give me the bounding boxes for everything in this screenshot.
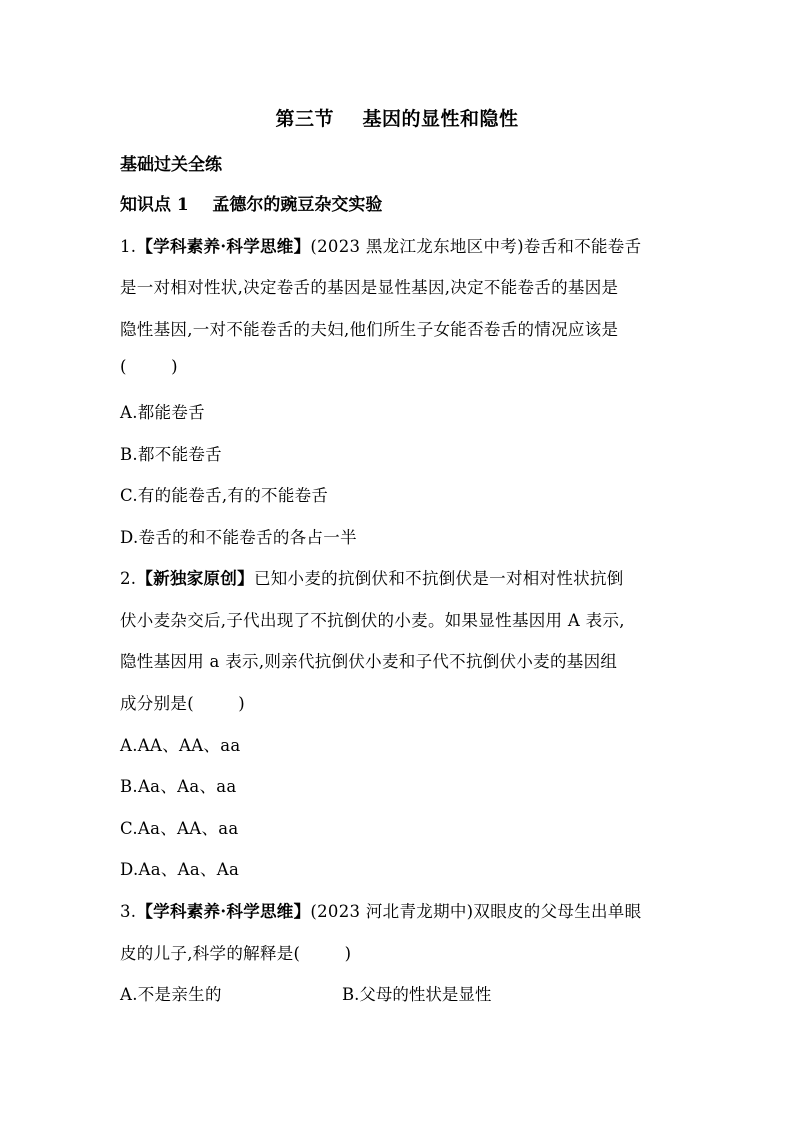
question-stem-line: 皮的儿子,科学的解释是( ) <box>120 944 352 963</box>
question-1-first-line <box>120 233 641 257</box>
question-stem-line: 已知小麦的抗倒伏和不抗倒伏是一对相对性状抗倒 <box>253 569 624 588</box>
question-tag: 【学科素养·科学思维】 <box>136 237 311 256</box>
question-3-first-line <box>120 898 641 922</box>
option-d: D.卷舌的和不能卷舌的各占一半 <box>120 528 357 547</box>
option-a: A.都能卷舌 <box>120 403 205 422</box>
question-2-first-line <box>120 565 624 589</box>
question-number: 2. <box>120 569 137 588</box>
question-number: 3. <box>120 902 137 921</box>
option-d: D.Aa、Aa、Aa <box>120 860 240 879</box>
option-b: B.Aa、Aa、aa <box>120 777 237 796</box>
page-title: 第三节 基因的显性和隐性 <box>275 108 519 130</box>
answer-blank: ( ) <box>120 357 178 376</box>
option-b: B.都不能卷舌 <box>120 445 222 464</box>
question-stem-line: 成分别是( ) <box>120 694 246 713</box>
question-number: 1. <box>120 237 137 256</box>
question-stem-line: 伏小麦杂交后,子代出现了不抗倒伏的小麦。如果显性基因用 A 表示, <box>120 611 625 630</box>
option-a: A.不是亲生的 <box>120 985 222 1004</box>
question-stem-line: 隐性基因用 a 表示,则亲代抗倒伏小麦和子代不抗倒伏小麦的基因组 <box>120 652 618 671</box>
option-c: C.有的能卷舌,有的不能卷舌 <box>120 486 329 505</box>
question-stem-line: (2023 黑龙江龙东地区中考)卷舌和不能卷舌 <box>310 237 642 256</box>
section-heading: 基础过关全练 <box>120 155 222 175</box>
question-tag: 【学科素养·科学思维】 <box>136 902 311 921</box>
option-a: A.AA、AA、aa <box>120 736 241 755</box>
question-tag: 【新独家原创】 <box>136 569 254 588</box>
question-stem-line: 隐性基因,一对不能卷舌的夫妇,他们所生子女能否卷舌的情况应该是 <box>120 320 619 339</box>
knowledge-point-heading: 知识点 1 孟德尔的豌豆杂交实验 <box>120 195 383 215</box>
question-stem-line: (2023 河北青龙期中)双眼皮的父母生出单眼 <box>310 902 642 921</box>
option-c: C.Aa、AA、aa <box>120 819 239 838</box>
question-stem-line: 是一对相对性状,决定卷舌的基因是显性基因,决定不能卷舌的基因是 <box>120 278 619 297</box>
option-b: B.父母的性状是显性 <box>342 985 492 1004</box>
